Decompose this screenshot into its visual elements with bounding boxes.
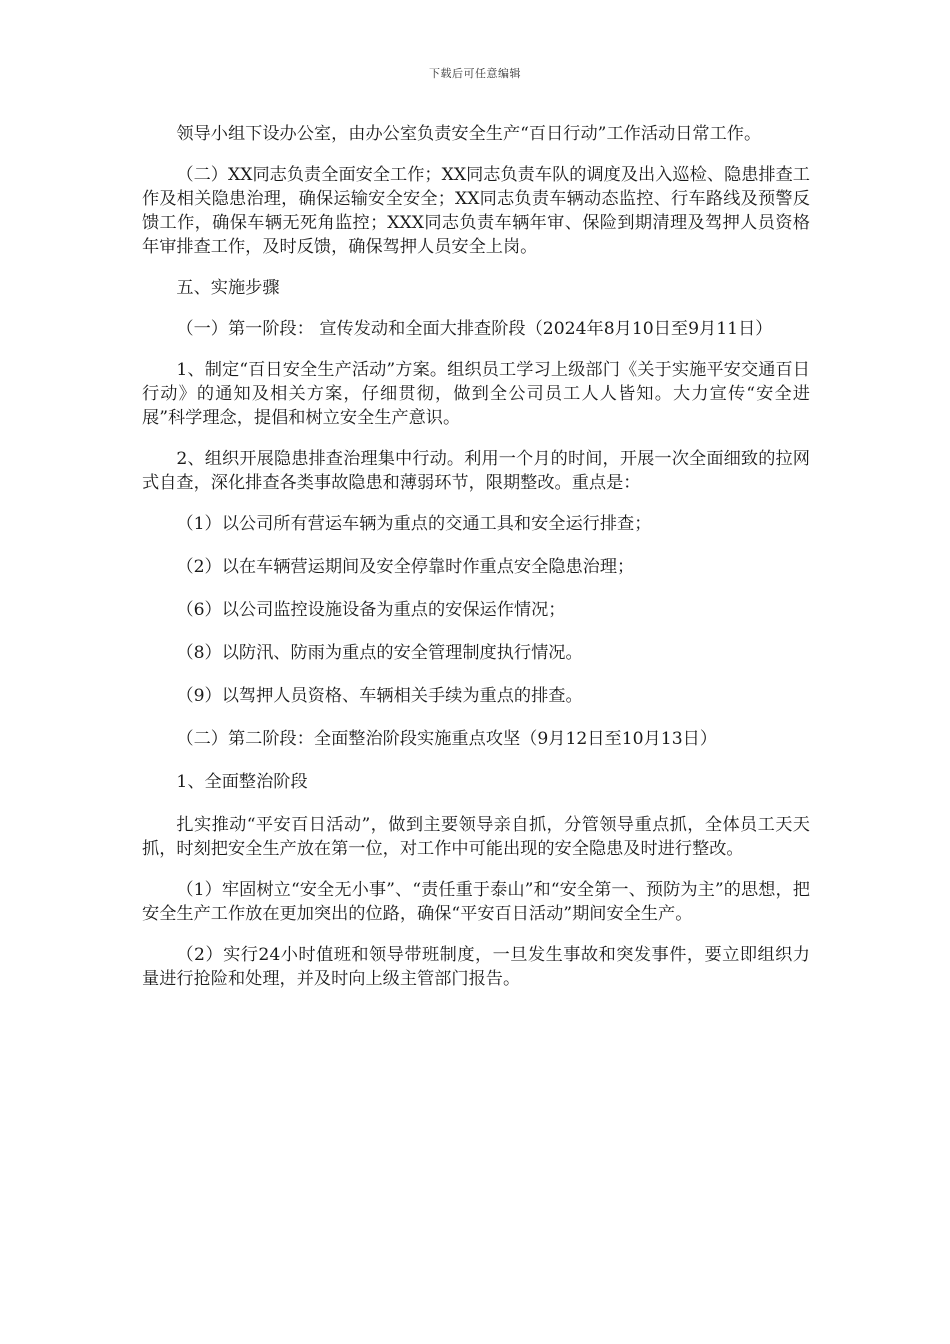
heading-phase-two: （二）第二阶段：全面整治阶段实施重点攻坚（9月12日至10月13日） xyxy=(176,729,718,749)
paragraph-phase-one-item-1: 1、制定“百日安全生产活动”方案。组织员工学习上级部门《关于实施平安交通百日行动》的通知及相关方案，仔细贯彻，做到全公司员工人人皆知。大力宣传“安全进展”科学理念，提倡和树立安全生产意识。 xyxy=(142,360,810,428)
list-item-focus-6: （6）以公司监控设施设备为重点的安保运作情况； xyxy=(176,600,566,620)
heading-phase-one: （一）第一阶段： 宣传发动和全面大排查阶段（2024年8月10日至9月11日） xyxy=(176,319,773,339)
paragraph-duty-system: （2）实行24小时值班和领导带班制度，一旦发生事故和突发事件，要立即组织力量进行抢险和处理，并及时向上级主管部门报告。 xyxy=(142,945,810,989)
document-body xyxy=(142,122,810,1008)
list-item-focus-9: （9）以驾押人员资格、车辆相关手续为重点的排查。 xyxy=(176,686,583,706)
list-item-focus-1: （1）以公司所有营运车辆为重点的交通工具和安全运行排查； xyxy=(176,514,652,534)
page-header: 下载后可任意编辑 xyxy=(429,67,521,80)
heading-implementation-steps: 五、实施步骤 xyxy=(176,278,280,298)
paragraph-phase-one-item-2: 2、组织开展隐患排查治理集中行动。利用一个月的时间，开展一次全面细致的拉网式自查，深化排查各类事故隐患和薄弱环节，限期整改。重点是： xyxy=(142,449,810,493)
paragraph-responsibilities: （二）XX同志负责全面安全工作；XX同志负责车队的调度及出入巡检、隐患排查工作及相关隐患治理，确保运输安全安全；XX同志负责车辆动态监控、行车路线及预警反馈工作，确保车辆无死角监控；XXX同志负责车辆年审、保险到期清理及驾押人员资格年审排查工作，及时反馈，确保驾押人员安全上岗。 xyxy=(142,165,810,257)
paragraph-safety-awareness: （1）牢固树立“安全无小事”、“责任重于泰山”和“安全第一、预防为主”的思想，把安全生产工作放在更加突出的位路，确保“平安百日活动”期间安全生产。 xyxy=(142,880,810,924)
paragraph-office-setup: 领导小组下设办公室，由办公室负责安全生产“百日行动”工作活动日常工作。 xyxy=(176,124,762,144)
paragraph-promote-activity: 扎实推动“平安百日活动”，做到主要领导亲自抓，分管领导重点抓，全体员工天天抓，时刻把安全生产放在第一位，对工作中可能出现的安全隐患及时进行整改。 xyxy=(142,815,810,859)
list-item-focus-8: （8）以防汛、防雨为重点的安全管理制度执行情况。 xyxy=(176,643,583,663)
heading-full-rectification: 1、全面整治阶段 xyxy=(176,772,308,792)
list-item-focus-2: （2）以在车辆营运期间及安全停靠时作重点安全隐患治理； xyxy=(176,557,635,577)
